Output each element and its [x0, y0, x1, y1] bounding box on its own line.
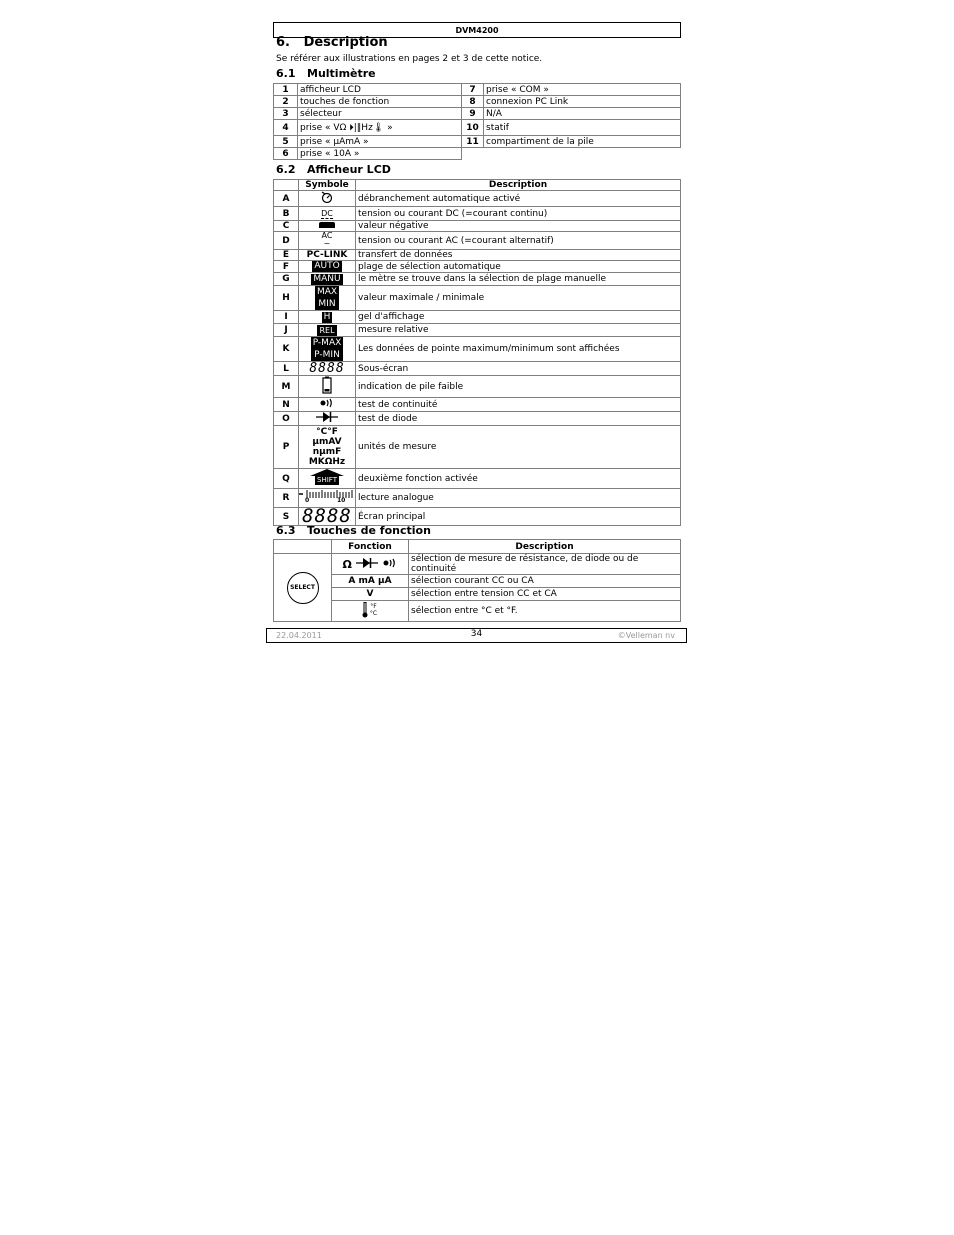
column-header-description: Description: [356, 180, 681, 191]
table-row: A débranchement automatique activé: [274, 191, 681, 207]
max-min-icon: MAX MIN: [316, 287, 338, 309]
table-row: I H gel d'affichage: [274, 311, 681, 324]
hold-icon: H: [323, 311, 331, 322]
voltage-function-label: V: [332, 588, 409, 601]
select-key-icon: SELECT: [287, 572, 319, 604]
ohm-diode-continuity-icon: Ω: [342, 558, 397, 571]
table-row: Q SHIFT deuxième fonction activée: [274, 469, 681, 489]
low-battery-icon: [322, 387, 332, 397]
footer-copyright: ©Velleman nv: [617, 631, 675, 640]
diode-icon: [316, 415, 338, 425]
table-row: 4 prise « VΩ ⏵|‖Hz🌡 » 10 statif: [274, 120, 681, 136]
subsection-title-function-keys: 6.3 Touches de fonction: [276, 524, 431, 537]
table-row: O test de diode: [274, 412, 681, 426]
table-row: J REL mesure relative: [274, 324, 681, 337]
subsection-title-multimeter: 6.1 Multimètre: [276, 67, 376, 80]
page-number: 34: [470, 629, 483, 639]
table-row: L 8888 Sous-écran: [274, 362, 681, 376]
table-row: H MAX MIN valeur maximale / minimale: [274, 286, 681, 311]
table-row: B DC tension ou courant DC (=courant continu): [274, 207, 681, 221]
table-row: 2 touches de fonction 8 connexion PC Link: [274, 96, 681, 108]
column-header-symbol: Symbole: [299, 180, 356, 191]
dc-icon: DC: [321, 208, 333, 218]
lcd-symbols-table: [273, 179, 681, 526]
sub-display-digits-icon: 8888: [309, 360, 345, 376]
manual-range-icon: MANU: [313, 273, 341, 284]
footer-date: 22.04.2011: [276, 631, 322, 640]
column-header-function: Fonction: [332, 540, 409, 554]
auto-range-icon: AUTO: [314, 261, 340, 271]
intro-text: Se référer aux illustrations en pages 2 et 3 de cette notice.: [276, 54, 543, 64]
main-display-digits-icon: 8888: [302, 505, 352, 527]
table-row: C valeur négative: [274, 221, 681, 232]
table-row: V sélection entre tension CC et CA: [274, 588, 681, 601]
table-row: S 8888 Écran principal: [274, 508, 681, 526]
continuity-icon: [319, 401, 335, 411]
table-row: K P-MAX P-MIN Les données de pointe maximum/minimum sont affichées: [274, 337, 681, 362]
analog-bargraph-icon: 0 10: [305, 497, 346, 504]
model-name: DVM4200: [455, 26, 499, 35]
table-row: R 0 10 lecture analogue: [274, 489, 681, 508]
measurement-units-icon: °C°F µmAV nµmF MKΩHz: [308, 427, 346, 467]
table-row: D AC ~ tension ou courant AC (=courant alternatif): [274, 232, 681, 250]
relative-icon: REL: [319, 325, 335, 335]
table-row: 5 prise « µAmA » 11 compartiment de la pile: [274, 136, 681, 148]
table-row: G MANU le mètre se trouve dans la sélection de plage manuelle: [274, 273, 681, 286]
section-title: 6. Description: [276, 35, 388, 50]
pc-link-icon: PC-LINK: [299, 250, 356, 261]
temperature-icon: °F °C: [362, 602, 379, 618]
table-row: P °C°F µmAV nµmF MKΩHz unités de mesure: [274, 426, 681, 469]
table-row: 1 afficheur LCD 7 prise « COM »: [274, 84, 681, 96]
table-row: A mA µA sélection courant CC ou CA: [274, 575, 681, 588]
shift-icon: SHIFT: [310, 469, 344, 485]
table-row: 6 prise « 10A »: [274, 148, 681, 160]
peak-max-min-icon: P-MAX P-MIN: [312, 338, 342, 360]
column-header-description: Description: [409, 540, 681, 554]
table-row: F AUTO plage de sélection automatique: [274, 261, 681, 273]
subsection-title-lcd: 6.2 Afficheur LCD: [276, 163, 391, 176]
table-row: M indication de pile faible: [274, 376, 681, 398]
current-function-label: A mA µA: [332, 575, 409, 588]
table-row: E PC-LINK transfert de données: [274, 250, 681, 261]
function-keys-table: [273, 539, 681, 622]
negative-sign-icon: [319, 222, 335, 228]
table-row: °F °C sélection entre °C et °F.: [274, 601, 681, 622]
table-row: N test de continuité: [274, 398, 681, 412]
multimeter-parts-table: [273, 83, 681, 160]
ac-icon: AC ~: [321, 231, 333, 248]
auto-power-off-icon: [320, 196, 334, 206]
table-row: 3 sélecteur 9 N/A: [274, 108, 681, 120]
table-row: SELECT Ω sélection de mesure de résistance, de diode ou de continuité: [274, 554, 681, 575]
page-footer: [266, 628, 687, 643]
